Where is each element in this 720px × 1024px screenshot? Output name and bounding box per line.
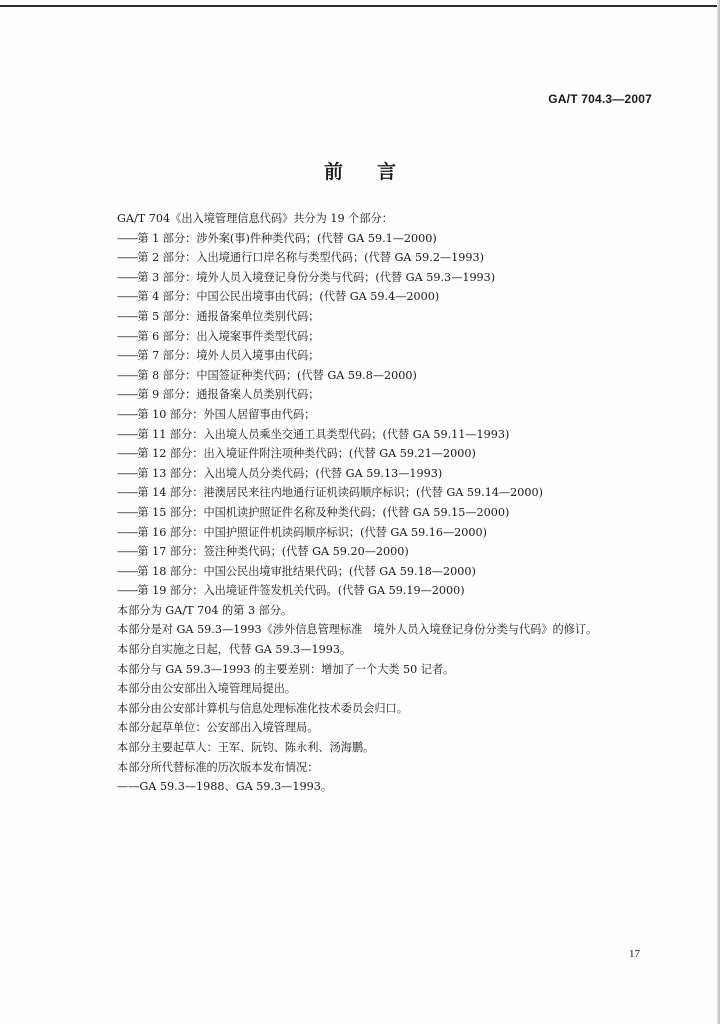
part-text: 第 2 部分：入出境通行口岸名称与类型代码；(代替 GA 59.2—1993) [137,251,484,265]
part-item [117,562,677,582]
part-text: 第 8 部分：中国签证种类代码；(代替 GA 59.8—2000) [137,368,417,382]
standard-code: GA/T 704.3—2007 [548,92,652,106]
dash-mark: —— [117,309,138,323]
history-line: ——GA 59.3—1988、GA 59.3—1993。 [117,780,333,794]
statement-line: 本部分由公安部出入境管理局提出。 [117,682,297,696]
statement-line: 本部分自实施之日起，代替 GA 59.3—1993。 [117,643,352,657]
dash-mark: —— [117,329,138,343]
part-text: 第 9 部分：通报备案人员类别代码； [137,388,320,402]
part-item [117,444,677,464]
part-item [117,425,677,445]
part-text: 第 16 部分：中国护照证件机读码顺序标识；(代替 GA 59.16—2000) [137,525,488,539]
part-text: 第 11 部分：入出境人员乘坐交通工具类型代码；(代替 GA 59.11—1993) [137,427,510,441]
part-text: 第 18 部分：中国公民出境审批结果代码；(代替 GA 59.18—2000) [137,564,476,578]
dash-mark: —— [117,564,138,578]
statements-list [117,601,677,777]
part-item [117,581,677,601]
dash-mark: —— [117,349,138,363]
page-title: 前言 [323,161,430,183]
part-text: 第 13 部分：入出境人员分类代码；(代替 GA 59.13—1993) [137,466,443,480]
part-text: 第 7 部分：境外人员入境事由代码； [137,349,320,363]
statement-line: 本部分与 GA 59.3—1993 的主要差别：增加了一个大类 50 记者。 [117,662,455,676]
statement-line: 本部分起草单位：公安部出入境管理局。 [117,721,319,735]
part-text: 第 5 部分：通报备案单位类别代码； [137,309,320,323]
dash-mark: —— [117,525,138,539]
dash-mark: —— [117,290,138,304]
part-text: 第 4 部分：中国公民出境事由代码；(代替 GA 59.4—2000) [137,290,440,304]
foreword-body [117,209,677,797]
dash-mark: —— [117,427,138,441]
part-item [117,503,677,523]
statement-line: 本部分由公安部计算机与信息处理标准化技术委员会归口。 [117,701,408,715]
part-item [117,385,677,405]
part-text: 第 12 部分：出入境证件附注项种类代码；(代替 GA 59.21—2000) [137,447,476,461]
intro-line: GA/T 704《出入境管理信息代码》共分为 19 个部分： [117,212,393,225]
part-item [117,307,677,327]
part-text: 第 17 部分：签注种类代码；(代替 GA 59.20—2000) [137,545,409,559]
statement-line: 本部分是对 GA 59.3—1993《涉外信息管理标准 境外人员入境登记身份分类与代码》的修订。 [117,623,598,637]
part-item [117,366,677,386]
dash-mark: —— [117,505,138,519]
part-item [117,542,677,562]
part-text: 第 15 部分：中国机读护照证件名称及种类代码；(代替 GA 59.15—2000) [137,505,510,519]
dash-mark: —— [117,584,138,598]
statement-line: 本部分所代替标准的历次版本发布情况： [117,760,319,774]
dash-mark: —— [117,388,138,402]
part-text: 第 10 部分：外国人居留事由代码； [137,407,316,421]
dash-mark: —— [117,270,138,284]
part-text: 第 14 部分：港澳居民来往内地通行证机读码顺序标识；(代替 GA 59.14—2000) [137,486,543,500]
statement-line: 本部分主要起草人：王军、阮钧、陈永利、汤海鹏。 [117,741,375,755]
part-item [117,523,677,543]
dash-mark: —— [117,407,138,421]
parts-list [117,229,677,601]
part-item [117,464,677,484]
part-item [117,405,677,425]
statement-line: 本部分为 GA/T 704 的第 3 部分。 [117,603,293,617]
dash-mark: —— [117,368,138,382]
part-text: 第 1 部分：涉外案(事)件种类代码；(代替 GA 59.1—2000) [137,231,437,245]
part-item [117,248,677,268]
part-item [117,229,677,249]
page-number: 17 [629,948,640,960]
part-text: 第 3 部分：境外人员入境登记身份分类与代码；(代替 GA 59.3—1993) [137,270,496,284]
top-rule [0,5,720,7]
part-item [117,287,677,307]
part-item [117,268,677,288]
part-text: 第 19 部分：入出境证件签发机关代码。(代替 GA 59.19—2000) [137,584,465,598]
dash-mark: —— [117,447,138,461]
part-text: 第 6 部分：出入境案事件类型代码； [137,329,320,343]
dash-mark: —— [117,466,138,480]
dash-mark: —— [117,545,138,559]
part-item [117,483,677,503]
dash-mark: —— [117,486,138,500]
dash-mark: —— [117,231,138,245]
dash-mark: —— [117,251,138,265]
part-item [117,327,677,347]
part-item [117,346,677,366]
